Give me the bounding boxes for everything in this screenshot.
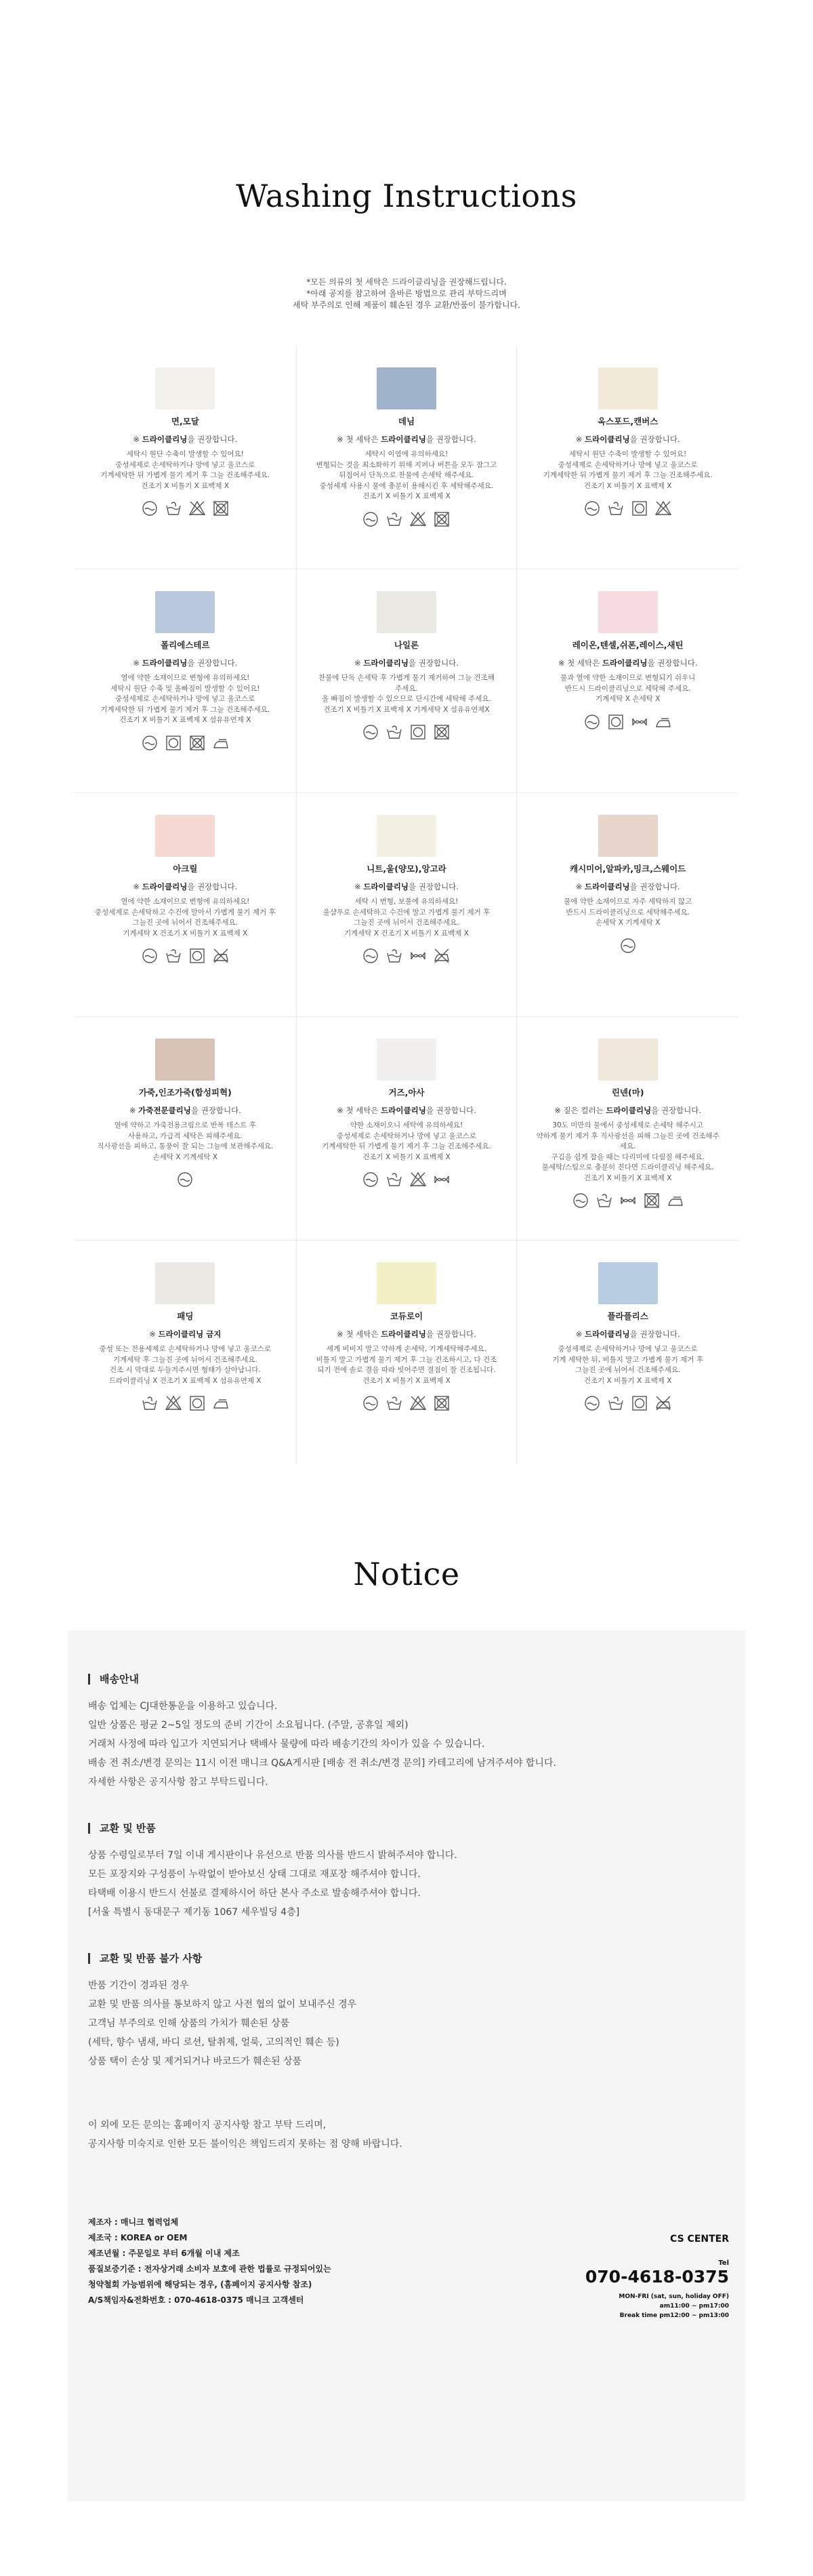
fabric-card: [75, 569, 296, 793]
recommendation-suffix: 을 권장합니다.: [651, 1106, 702, 1115]
care-recommendation: [75, 434, 296, 445]
care-line: 그늘진 곳에 뉘어서 건조해주세요.: [354, 919, 459, 927]
care-icons: [297, 1394, 517, 1412]
section-line: 일반 상품은 평균 2~5일 정도의 준비 기간이 소요됩니다. (주말, 공휴일 제외): [88, 1720, 409, 1731]
tumble-dry-icon: [631, 500, 648, 517]
no-tumble-dry-icon: [433, 1394, 451, 1412]
recommendation-suffix: 을 권장합니다.: [425, 1106, 476, 1115]
care-line: 약하게 물기 제거 후 직사광선을 피해 그늘진 곳에 건조해주세요.: [536, 1131, 720, 1150]
notice-box: [68, 1630, 745, 2501]
care-description: [297, 449, 517, 502]
hand-wash-icon: [165, 500, 182, 517]
fabric-name: 니트,울(양모),앙고라: [367, 864, 446, 874]
no-wring-icon: [619, 1192, 637, 1209]
care-description: [75, 449, 296, 491]
care-icons: [517, 713, 738, 731]
recommendation-prefix: ※: [149, 1329, 156, 1339]
recommendation-suffix: 을 권장합니다.: [190, 1106, 241, 1115]
section-line: 고객님 부주의로 인해 상품의 가치가 훼손된 상품: [88, 2018, 290, 2029]
care-line: 중성세제로 손세탁하고 수건에 말아서 가볍게 물기 제거 후: [94, 908, 276, 917]
care-line: 건조기 X 비틀기 X 표백제 X 섬유유연제 X: [119, 716, 251, 724]
wash-icon: [583, 500, 601, 517]
care-line: 반드시 드라이클리닝으로 세탁해주세요.: [566, 908, 690, 917]
care-line: 반드시 드라이클리닝으로 세탁해 주세요.: [564, 684, 691, 693]
cs-hours: MON-FRI (sat, sun, holiday OFF): [619, 2293, 729, 2300]
hand-wash-icon: [385, 1394, 403, 1412]
section-heading: 교환 및 반품 불가 사항: [88, 1953, 725, 1964]
care-line: 그늘진 곳에 뉘어서 건조해주세요.: [575, 1366, 681, 1374]
wash-icon: [141, 500, 159, 517]
closing-line: 공지사항 미숙지로 인한 모든 불이익은 책임드리지 못하는 점 양해 바랍니다.: [88, 2139, 402, 2150]
fabric-card: [517, 569, 738, 793]
recommendation-method: 드라이클리닝: [381, 1329, 426, 1339]
care-line: 기계세탁한 뒤 가볍게 물기 제거 후 그늘 건조해주세요.: [100, 705, 270, 714]
recommendation-prefix: ※: [133, 435, 140, 444]
care-line: 사용하고, 가급적 세탁은 피해주세요.: [127, 1131, 243, 1140]
recommendation-prefix: ※ 첫 세탁은: [558, 658, 600, 668]
hand-wash-icon: [385, 1171, 403, 1188]
care-line: 건조기 X 비틀기 X 표백제 X: [362, 492, 451, 500]
care-line: 중성세제로 손세탁하거나 망에 넣고 울코스로: [558, 1345, 698, 1353]
recommendation-suffix: 을 권장합니다.: [647, 658, 698, 668]
fabric-swatch: [377, 591, 436, 633]
care-icons: [75, 1171, 296, 1188]
section-line: 반품 기간이 경과된 경우: [88, 1980, 189, 1991]
fabric-card: [517, 1241, 738, 1464]
recommendation-method: 드라이클리닝: [381, 435, 426, 444]
care-line: 중성세제로 손세탁하거나 망에 넣고 울코스로: [336, 1131, 477, 1140]
info-row: 청약철회 가능범위에 해당되는 경우, (홈페이지 공지사항 참조): [88, 2280, 312, 2289]
care-description: [517, 1344, 738, 1386]
fabric-name: 아크릴: [173, 864, 198, 874]
care-recommendation: [75, 1105, 296, 1116]
cs-hours: am11:00 ~ pm17:00: [659, 2303, 729, 2310]
fabric-swatch: [598, 1039, 658, 1081]
care-line: 건조기 X 비틀기 X 표백제 X: [583, 1173, 672, 1182]
care-line: 기계세탁 후 그늘진 곳에 뉘어서 건조해주세요.: [112, 1355, 257, 1364]
hand-wash-icon: [141, 1394, 159, 1412]
care-description: [297, 1344, 517, 1386]
hand-wash-icon: [607, 1394, 625, 1412]
info-row: A/S책임자&전화번호 : 070-4618-0375 매니크 고객센터: [88, 2295, 304, 2305]
washing-title: Washing Instructions: [236, 178, 577, 214]
fabric-swatch: [155, 1262, 215, 1304]
fabric-swatch: [377, 1039, 436, 1081]
cs-hours: Break time pm12:00 ~ pm13:00: [619, 2312, 729, 2319]
tumble-dry-icon: [188, 947, 206, 965]
no-bleach-icon: [409, 1394, 427, 1412]
recommendation-method: 드라이클리닝: [142, 435, 188, 444]
notice-section: [88, 1674, 725, 1792]
care-line: 물세탁/스팀으로 충분히 진다면 드라이클리닝 해주세요.: [541, 1163, 714, 1171]
recommendation-method: 드라이클리닝: [142, 658, 188, 668]
intro-line: 세탁 부주의로 인해 제품이 훼손된 경우 교환/반품이 불가합니다.: [293, 300, 520, 310]
fabric-name: 린넨(마): [611, 1087, 644, 1098]
hand-wash-icon: [165, 947, 182, 965]
fabric-name: 코듀로이: [390, 1311, 423, 1321]
fabric-card: [75, 346, 296, 569]
care-line: 중성 또는 전용세제로 손세탁하거나 망에 넣고 울코스로: [99, 1345, 271, 1353]
care-recommendation: [517, 881, 738, 892]
recommendation-prefix: ※ 첫 세탁은: [337, 1106, 379, 1115]
no-bleach-icon: [165, 1394, 182, 1412]
care-line: 손세탁 X 기계세탁 X: [152, 1152, 218, 1161]
fabric-card: [517, 793, 738, 1017]
care-line: 울샴푸로 손세탁하고 수건에 말고 가볍게 물기 제거 후: [322, 908, 491, 917]
info-row: 제조년월 : 주문일로 부터 6개월 이내 제조: [88, 2249, 240, 2258]
tumble-dry-icon: [409, 723, 427, 741]
fabric-swatch: [377, 367, 436, 409]
recommendation-prefix: ※ 첫 세탁은: [337, 1329, 379, 1339]
product-info: [88, 2215, 331, 2308]
recommendation-prefix: ※: [129, 1106, 136, 1115]
no-tumble-dry-icon: [212, 500, 230, 517]
info-row: 제조국 : KOREA or OEM: [88, 2233, 188, 2242]
section-line: 상품 수령일로부터 7일 이내 게시판이나 유선으로 반품 의사를 반드시 밝혀주셔야 합니다.: [88, 1850, 457, 1861]
care-recommendation: [75, 658, 296, 668]
recommendation-suffix: 을 권장합니다.: [629, 435, 680, 444]
care-line: 30도 미만의 물에서 중성세제로 손세탁 해주시고: [552, 1121, 704, 1129]
care-recommendation: [297, 1329, 517, 1340]
fabric-card: [296, 346, 518, 569]
section-line: 교환 및 반품 의사를 통보하지 않고 사전 협의 없이 보내주신 경우: [88, 1999, 357, 2010]
no-iron-icon: [212, 947, 230, 965]
care-line: 손세탁 X 기계세탁 X: [595, 919, 661, 927]
fabric-swatch: [155, 591, 215, 633]
recommendation-suffix: 을 권장합니다.: [408, 882, 459, 891]
no-tumble-dry-icon: [433, 510, 451, 528]
care-description: [75, 673, 296, 726]
no-wring-icon: [631, 713, 648, 731]
no-bleach-icon: [188, 500, 206, 517]
care-line: 그늘진 곳에 뉘어서 건조해주세요.: [132, 919, 238, 927]
care-icons: [517, 1394, 738, 1412]
care-line: 열에 약하고 가죽전용크림으로 반복 테스트 후: [114, 1121, 257, 1129]
fabric-swatch: [598, 1262, 658, 1304]
recommendation-suffix: 을 권장합니다.: [629, 1329, 680, 1339]
recommendation-suffix: 을 권장합니다.: [187, 882, 238, 891]
care-line: 건조 시 막대로 두들겨주시면 형태가 살아납니다.: [109, 1366, 261, 1374]
recommendation-suffix: 을 권장합니다.: [629, 882, 680, 891]
fabric-name: 폴리에스테르: [161, 640, 210, 650]
hand-wash-icon: [385, 510, 403, 528]
care-line: 중성세제로 손세탁하거나 망에 넣고 울코스로: [558, 460, 698, 469]
care-line: 건조기 X 비틀기 X 표백제 X: [583, 481, 672, 490]
recommendation-prefix: ※: [575, 435, 583, 444]
recommendation-prefix: ※: [133, 658, 140, 668]
care-line: 직사광선을 피하고, 통풍이 잘 되는 그늘에 보관해주세요.: [97, 1142, 274, 1150]
fabric-card: [296, 793, 518, 1017]
recommendation-prefix: ※: [575, 1329, 583, 1339]
care-line: 세탁시 원단 수축이 발생할 수 있어요!: [126, 450, 244, 458]
care-recommendation: [75, 881, 296, 892]
section-heading: 교환 및 반품: [88, 1823, 725, 1834]
no-iron-icon: [654, 1394, 672, 1412]
fabric-swatch: [155, 815, 215, 857]
care-line: 물과 열에 약한 소재이므로 변형되기 쉬우니: [560, 674, 696, 682]
iron-icon: [212, 1394, 230, 1412]
section-line: 상품 택이 손상 및 제거되거나 바코드가 훼손된 상품: [88, 2056, 302, 2067]
recommendation-prefix: ※ 첫 세탁은: [337, 435, 379, 444]
wash-icon: [141, 947, 159, 965]
care-line: 올 빠짐이 발생할 수 있으므로 단시간에 세탁해 주세요.: [322, 695, 491, 703]
no-iron-icon: [433, 947, 451, 965]
fabric-swatch: [598, 367, 658, 409]
care-icons: [297, 510, 517, 528]
cs-phone: 070-4618-0375: [585, 2267, 729, 2287]
hand-wash-icon: [385, 723, 403, 741]
recommendation-suffix: 을 권장합니다.: [408, 658, 459, 668]
intro-line: *아래 공지를 참고하여 올바른 방법으로 관리 부탁드리며: [306, 289, 507, 298]
recommendation-method: 드라이클리닝 금지: [158, 1329, 222, 1339]
recommendation-suffix: 을 권장합니다.: [187, 435, 238, 444]
fabric-swatch: [377, 1262, 436, 1304]
care-icons: [297, 723, 517, 741]
wash-icon: [362, 510, 379, 528]
wash-icon: [362, 1171, 379, 1188]
care-description: [75, 1121, 296, 1163]
recommendation-method: 드라이클리닝: [606, 1106, 652, 1115]
care-description: [297, 673, 517, 715]
fabric-card: [75, 1017, 296, 1241]
recommendation-method: 드라이클리닝: [363, 882, 409, 891]
recommendation-suffix: 을 권장합니다.: [425, 435, 476, 444]
fabric-card: [296, 1241, 518, 1464]
care-line: 되기 전에 솔로 결을 따라 빗어주면 결점이 잘 건조됩니다.: [317, 1366, 496, 1374]
wash-icon: [141, 734, 159, 752]
recommendation-prefix: ※: [133, 882, 140, 891]
fabric-name: 캐시미어,알파카,밍크,스웨이드: [570, 864, 686, 874]
cs-tel-label: Tel: [718, 2259, 729, 2267]
care-icons: [517, 937, 738, 954]
recommendation-method: 드라이클리닝: [602, 658, 648, 668]
fabric-name: 가죽,인조가죽(합성피혁): [138, 1087, 232, 1098]
no-bleach-icon: [409, 510, 427, 528]
fabric-swatch: [155, 367, 215, 409]
wash-icon: [619, 937, 637, 954]
recommendation-suffix: 을 권장합니다.: [425, 1329, 476, 1339]
recommendation-method: 드라이클리닝: [584, 1329, 630, 1339]
iron-icon: [654, 713, 672, 731]
care-line: 드라이클리닝 X 건조기 X 표백제 X 섬유유연제 X: [109, 1376, 262, 1385]
care-icons: [517, 500, 738, 517]
no-tumble-dry-icon: [643, 1192, 661, 1209]
care-line: 기계세탁한 뒤 가볍게 물기 제거 후 그늘 건조해주세요.: [322, 1142, 491, 1150]
section-line: 자세한 사항은 공지사항 참고 부탁드립니다.: [88, 1777, 268, 1788]
care-line: 건조기 X 비틀기 X 표백제 X: [362, 1152, 451, 1161]
care-line: 건조기 X 비틀기 X 표백제 X: [583, 1376, 672, 1385]
no-bleach-icon: [654, 500, 672, 517]
fabric-name: 면,모달: [171, 416, 199, 426]
wash-icon: [362, 723, 379, 741]
notice-section: [88, 1953, 725, 2071]
care-icons: [75, 500, 296, 517]
fabric-swatch: [377, 815, 436, 857]
wash-icon: [583, 1394, 601, 1412]
care-line: 기계 세탁한 뒤, 비틀지 말고 가볍게 물기 제거 후: [552, 1355, 704, 1364]
fabric-card: [75, 793, 296, 1017]
fabric-name: 데님: [398, 416, 415, 426]
wash-icon: [583, 713, 601, 731]
section-line: 배송 전 취소/변경 문의는 11시 이전 매니크 Q&A게시판 [배송 전 취소/변경 문의] 카테고리에 남겨주셔야 합니다.: [88, 1758, 556, 1769]
tumble-dry-icon: [631, 1394, 648, 1412]
fabric-name: 레이온,텐셀,쉬폰,레이스,새틴: [572, 640, 684, 650]
fabric-name: 옥스포드,캔버스: [598, 416, 659, 426]
hand-wash-icon: [385, 947, 403, 965]
section-line: 거래처 사정에 따라 입고가 지연되거나 택배사 물량에 따라 배송기간의 차이가 있을 수 있습니다.: [88, 1739, 485, 1750]
care-description: [517, 897, 738, 929]
section-line: (세탁, 향수 냄새, 바디 로션, 탈취제, 얼룩, 고의적인 훼손 등): [88, 2037, 339, 2048]
fabric-name: 거즈,아사: [388, 1087, 425, 1098]
recommendation-method: 가죽전문클리닝: [138, 1106, 191, 1115]
care-line: 건조기 X 비틀기 X 표백제 X 기계세탁 X 섬유유연제X: [323, 705, 490, 714]
care-line: 변형되는 것을 최소화하기 위해 지퍼나 버튼을 모두 잠그고: [316, 460, 497, 469]
fabric-card: [296, 1017, 518, 1241]
fabric-swatch: [155, 1039, 215, 1081]
no-wring-icon: [409, 947, 427, 965]
cs-title: CS CENTER: [670, 2234, 729, 2245]
recommendation-prefix: ※: [575, 882, 583, 891]
info-row: 제조자 : 매니크 협력업체: [88, 2217, 179, 2227]
no-tumble-dry-icon: [433, 723, 451, 741]
care-line: 약한 소재이오니 세탁에 유의하세요!: [350, 1121, 463, 1129]
wash-icon: [362, 947, 379, 965]
care-icons: [75, 947, 296, 965]
notice-sections: [88, 1674, 725, 2071]
notice-closing: [88, 2116, 725, 2154]
care-line: 중성세제 사용시 물에 충분히 용해시킨 후 세탁해주세요.: [319, 481, 494, 490]
intro-line: *모든 의류의 첫 세탁은 드라이클리닝을 권장해드립니다.: [306, 277, 507, 287]
care-recommendation: [517, 434, 738, 445]
care-line: 세탁시 원단 수축 및 올빠짐이 발생할 수 있어요!: [110, 684, 260, 693]
recommendation-method: 드라이클리닝: [584, 882, 630, 891]
care-description: [297, 1121, 517, 1163]
wash-icon: [362, 1394, 379, 1412]
section-line: [서울 특별시 동대문구 제기동 1067 세우빌딩 4층]: [88, 1907, 300, 1918]
care-line: 중성세제로 손세탁하거나 망에 넣고 울코스로: [115, 460, 255, 469]
care-line: 찬물에 단독 손세탁 후 가볍게 물기 제거하여 그늘 건조해 주세요.: [318, 674, 495, 693]
care-line: 중성세제로 손세탁하거나 망에 넣고 울코스로: [115, 695, 255, 703]
care-line: 세탁 시 변형, 보풀에 유의하세요!: [354, 898, 459, 906]
fabric-swatch: [598, 815, 658, 857]
care-recommendation: [517, 658, 738, 668]
no-bleach-icon: [409, 1171, 427, 1188]
care-description: [517, 1121, 738, 1184]
care-icons: [297, 1171, 517, 1188]
fabric-name: 나일론: [394, 640, 419, 650]
care-line: 구김을 쉽게 잡을 때는 다리미에 다림질 해주세요.: [551, 1152, 705, 1161]
no-wring-icon: [433, 1171, 451, 1188]
care-line: 열에 약한 소재이므로 변형에 유의하세요!: [121, 898, 250, 906]
tumble-dry-icon: [607, 713, 625, 731]
care-line: 세탁시 원단 수축이 발생할 수 있어요!: [569, 450, 687, 458]
care-recommendation: [297, 434, 517, 445]
care-icons: [297, 947, 517, 965]
fabric-card: [75, 1241, 296, 1464]
recommendation-method: 드라이클리닝: [363, 658, 409, 668]
section-line: 모든 포장지와 구성품이 누락없이 받아보신 상태 그대로 재포장 해주셔야 합니다.: [88, 1869, 421, 1880]
recommendation-prefix: ※ 짙은 컬러는: [554, 1106, 604, 1115]
section-line: 배송 업체는 CJ대한통운을 이용하고 있습니다.: [88, 1701, 278, 1712]
iron-icon: [212, 734, 230, 752]
wash-icon: [572, 1192, 589, 1209]
cs-center: [585, 2234, 729, 2320]
section-heading: 배송안내: [88, 1674, 725, 1685]
washing-intro: [0, 277, 813, 311]
care-recommendation: [297, 1105, 517, 1116]
care-description: [517, 449, 738, 491]
care-line: 기계세탁한 뒤 가볍게 물기 제거 후 그늘 건조해주세요.: [543, 471, 713, 479]
care-recommendation: [297, 658, 517, 668]
iron-icon: [667, 1192, 684, 1209]
care-line: 기계세탁 X 건조기 X 비틀기 X 표백제 X: [343, 929, 469, 938]
fabric-name: 플라플리스: [607, 1311, 648, 1321]
care-recommendation: [297, 881, 517, 892]
fabric-grid: [75, 346, 738, 1464]
recommendation-prefix: ※: [354, 658, 361, 668]
hand-wash-icon: [596, 1192, 613, 1209]
care-recommendation: [517, 1329, 738, 1340]
care-line: 세탁시 이염에 유의하세요!: [364, 450, 449, 458]
tumble-dry-icon: [188, 1394, 206, 1412]
care-description: [517, 673, 738, 705]
notice-title: Notice: [353, 1556, 460, 1592]
hand-wash-icon: [607, 500, 625, 517]
wash-icon: [176, 1171, 194, 1188]
recommendation-method: 드라이클리닝: [142, 882, 188, 891]
section-line: 타택배 이용시 반드시 선불로 결제하시어 하단 본사 주소로 발송해주셔야 합니다.: [88, 1888, 421, 1899]
closing-line: 이 외에 모든 문의는 홈페이지 공지사항 참고 부탁 드리며,: [88, 2120, 327, 2131]
care-line: 물에 약한 소재이므로 자주 세탁하지 않고: [564, 898, 692, 906]
care-line: 건조기 X 비틀기 X 표백제 X: [362, 1376, 451, 1385]
fabric-card: [296, 569, 518, 793]
care-line: 세게 비비지 말고 약하게 손세탁, 기계세탁해주세요.: [326, 1345, 487, 1353]
care-line: 열에 약한 소재이므로 변형에 유의하세요!: [121, 674, 250, 682]
care-description: [75, 1344, 296, 1386]
care-line: 기계세탁한 뒤 가볍게 물기 제거 후 그늘 건조해주세요.: [100, 471, 270, 479]
care-line: 건조기 X 비틀기 X 표백제 X: [141, 481, 230, 490]
care-line: 기계세탁 X 건조기 X 비틀기 X 표백제 X: [123, 929, 248, 938]
care-recommendation: [75, 1329, 296, 1340]
fabric-card: [517, 346, 738, 569]
care-line: 뒤집어서 단독으로 찬물에 손세탁 해주세요.: [339, 471, 474, 479]
fabric-name: 패딩: [177, 1311, 194, 1321]
tumble-dry-icon: [165, 734, 182, 752]
fabric-swatch: [598, 591, 658, 633]
recommendation-method: 드라이클리닝: [381, 1106, 426, 1115]
fabric-card: [517, 1017, 738, 1241]
info-row: 품질보증기준 : 전자상거래 소비자 보호에 관한 법률로 규정되어있는: [88, 2264, 331, 2274]
care-line: 기계세탁 X 손세탁 X: [595, 695, 661, 703]
notice-section: [88, 1823, 725, 1922]
recommendation-prefix: ※: [354, 882, 361, 891]
care-line: 비틀지 말고 가볍게 물기 제거 후 그늘 건조하시고, 다 건조: [316, 1355, 497, 1364]
care-icons: [75, 1394, 296, 1412]
recommendation-suffix: 을 권장합니다.: [187, 658, 238, 668]
care-icons: [75, 734, 296, 752]
care-description: [297, 897, 517, 939]
recommendation-method: 드라이클리닝: [584, 435, 630, 444]
no-tumble-dry-icon: [188, 734, 206, 752]
care-recommendation: [517, 1105, 738, 1116]
care-description: [75, 897, 296, 939]
care-icons: [517, 1192, 738, 1209]
